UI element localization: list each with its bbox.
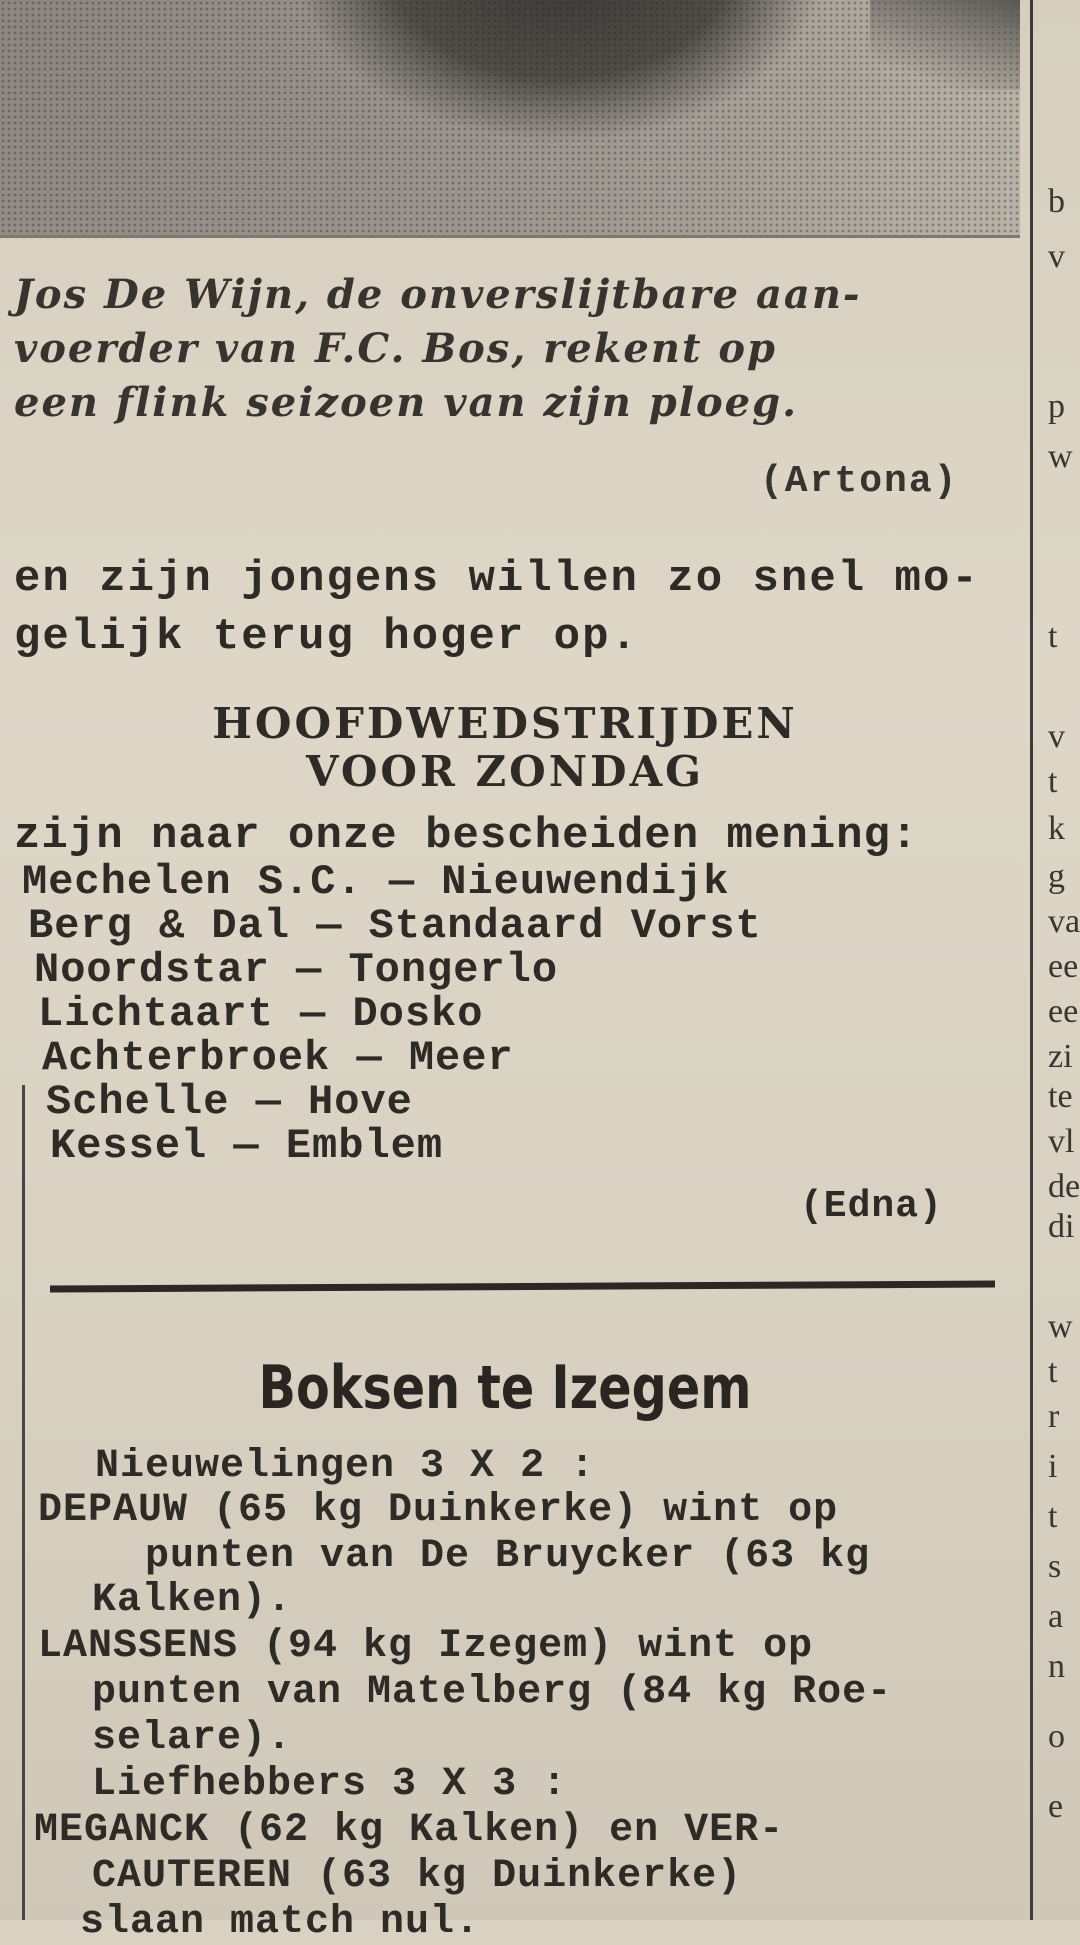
headline-line: VOOR ZONDAG [305,747,705,796]
boxing-category: Nieuwelingen 3 X 2 : [95,1444,596,1489]
adjacent-column-edge [1042,0,1080,1920]
edge-fragment: ee [1048,993,1079,1030]
boxing-result-line: punten van Matelberg (84 kg Roe- [92,1670,893,1715]
headline-line: HOOFDWEDSTRIJDEN [212,699,798,748]
photo-caption [14,268,1004,430]
boxing-result-line: DEPAUW (65 kg Duinkerke) wint op [38,1488,839,1533]
edge-fragment: n [1048,1648,1065,1685]
caption-line: Jos De Wijn, de onverslijtbare aan- [14,271,862,318]
edge-fragment: t [1048,618,1058,655]
edge-fragment: g [1048,858,1065,895]
edge-fragment: de [1048,1168,1080,1205]
column-rule-left [22,1085,25,1920]
caption-line: een flink seizoen van zijn ploeg. [14,379,798,426]
edge-fragment: r [1048,1398,1060,1435]
edge-fragment: e [1048,1788,1064,1825]
edge-fragment: o [1048,1718,1065,1755]
column-rule-right [1030,0,1033,1920]
match-item: Mechelen S.C. — Nieuwendijk [22,858,730,906]
edge-fragment: b [1048,183,1065,220]
edge-fragment: te [1048,1078,1073,1115]
paragraph-line: gelijk terug hoger op. [14,612,639,662]
photo-shadow [870,0,1020,90]
match-item: Achterbroek — Meer [42,1034,514,1082]
boxing-result-line: CAUTEREN (63 kg Duinkerke) [92,1854,743,1899]
edge-fragment: ee [1048,948,1079,985]
edge-fragment: t [1048,1353,1058,1390]
edge-fragment: v [1048,238,1065,275]
match-item: Schelle — Hove [46,1078,413,1126]
article-paragraph [14,550,1004,666]
edge-fragment: k [1048,810,1065,847]
edge-fragment: i [1048,1448,1058,1485]
edge-fragment: t [1048,1498,1058,1535]
edge-fragment: t [1048,763,1058,800]
edge-fragment: p [1048,388,1065,425]
edge-fragment: a [1048,1598,1064,1635]
boxing-result-line: slaan match nul. [80,1900,481,1945]
edge-fragment: di [1048,1208,1075,1245]
boxing-result-line: Kalken). [92,1578,293,1623]
photo-credit: (Artona) [760,460,959,503]
edge-fragment: zi [1048,1038,1073,1075]
boxing-result-line: LANSSENS (94 kg Izegem) wint op [38,1624,814,1669]
match-item: Berg & Dal — Standaard Vorst [28,902,762,950]
matches-intro: zijn naar onze bescheiden mening: [14,811,919,861]
boxing-result-line: MEGANCK (62 kg Kalken) en VER- [34,1808,785,1853]
edge-fragment: w [1048,438,1073,475]
caption-line: voerder van F.C. Bos, rekent op [14,325,777,372]
boxing-result-line: selare). [92,1716,293,1761]
match-item: Lichtaart — Dosko [38,990,484,1038]
boxing-headline: Boksen te Izegem [258,1353,752,1423]
edge-fragment: va [1048,903,1080,940]
paragraph-line: en zijn jongens willen zo snel mo- [14,554,980,604]
section-divider [50,1281,995,1293]
edge-fragment: vl [1048,1123,1075,1160]
match-item: Kessel — Emblem [50,1122,444,1170]
edge-fragment: s [1048,1548,1062,1585]
match-item: Noordstar — Tongerlo [34,946,559,994]
edge-fragment: w [1048,1308,1073,1345]
boxing-category: Liefhebbers 3 X 3 : [92,1762,568,1807]
edge-fragment: v [1048,718,1065,755]
matches-credit: (Edna) [800,1185,943,1228]
newspaper-photo [0,0,1020,238]
boxing-result-line: punten van De Bruycker (63 kg [145,1534,871,1579]
halftone-texture [0,0,1020,235]
section-headline [0,700,1010,796]
